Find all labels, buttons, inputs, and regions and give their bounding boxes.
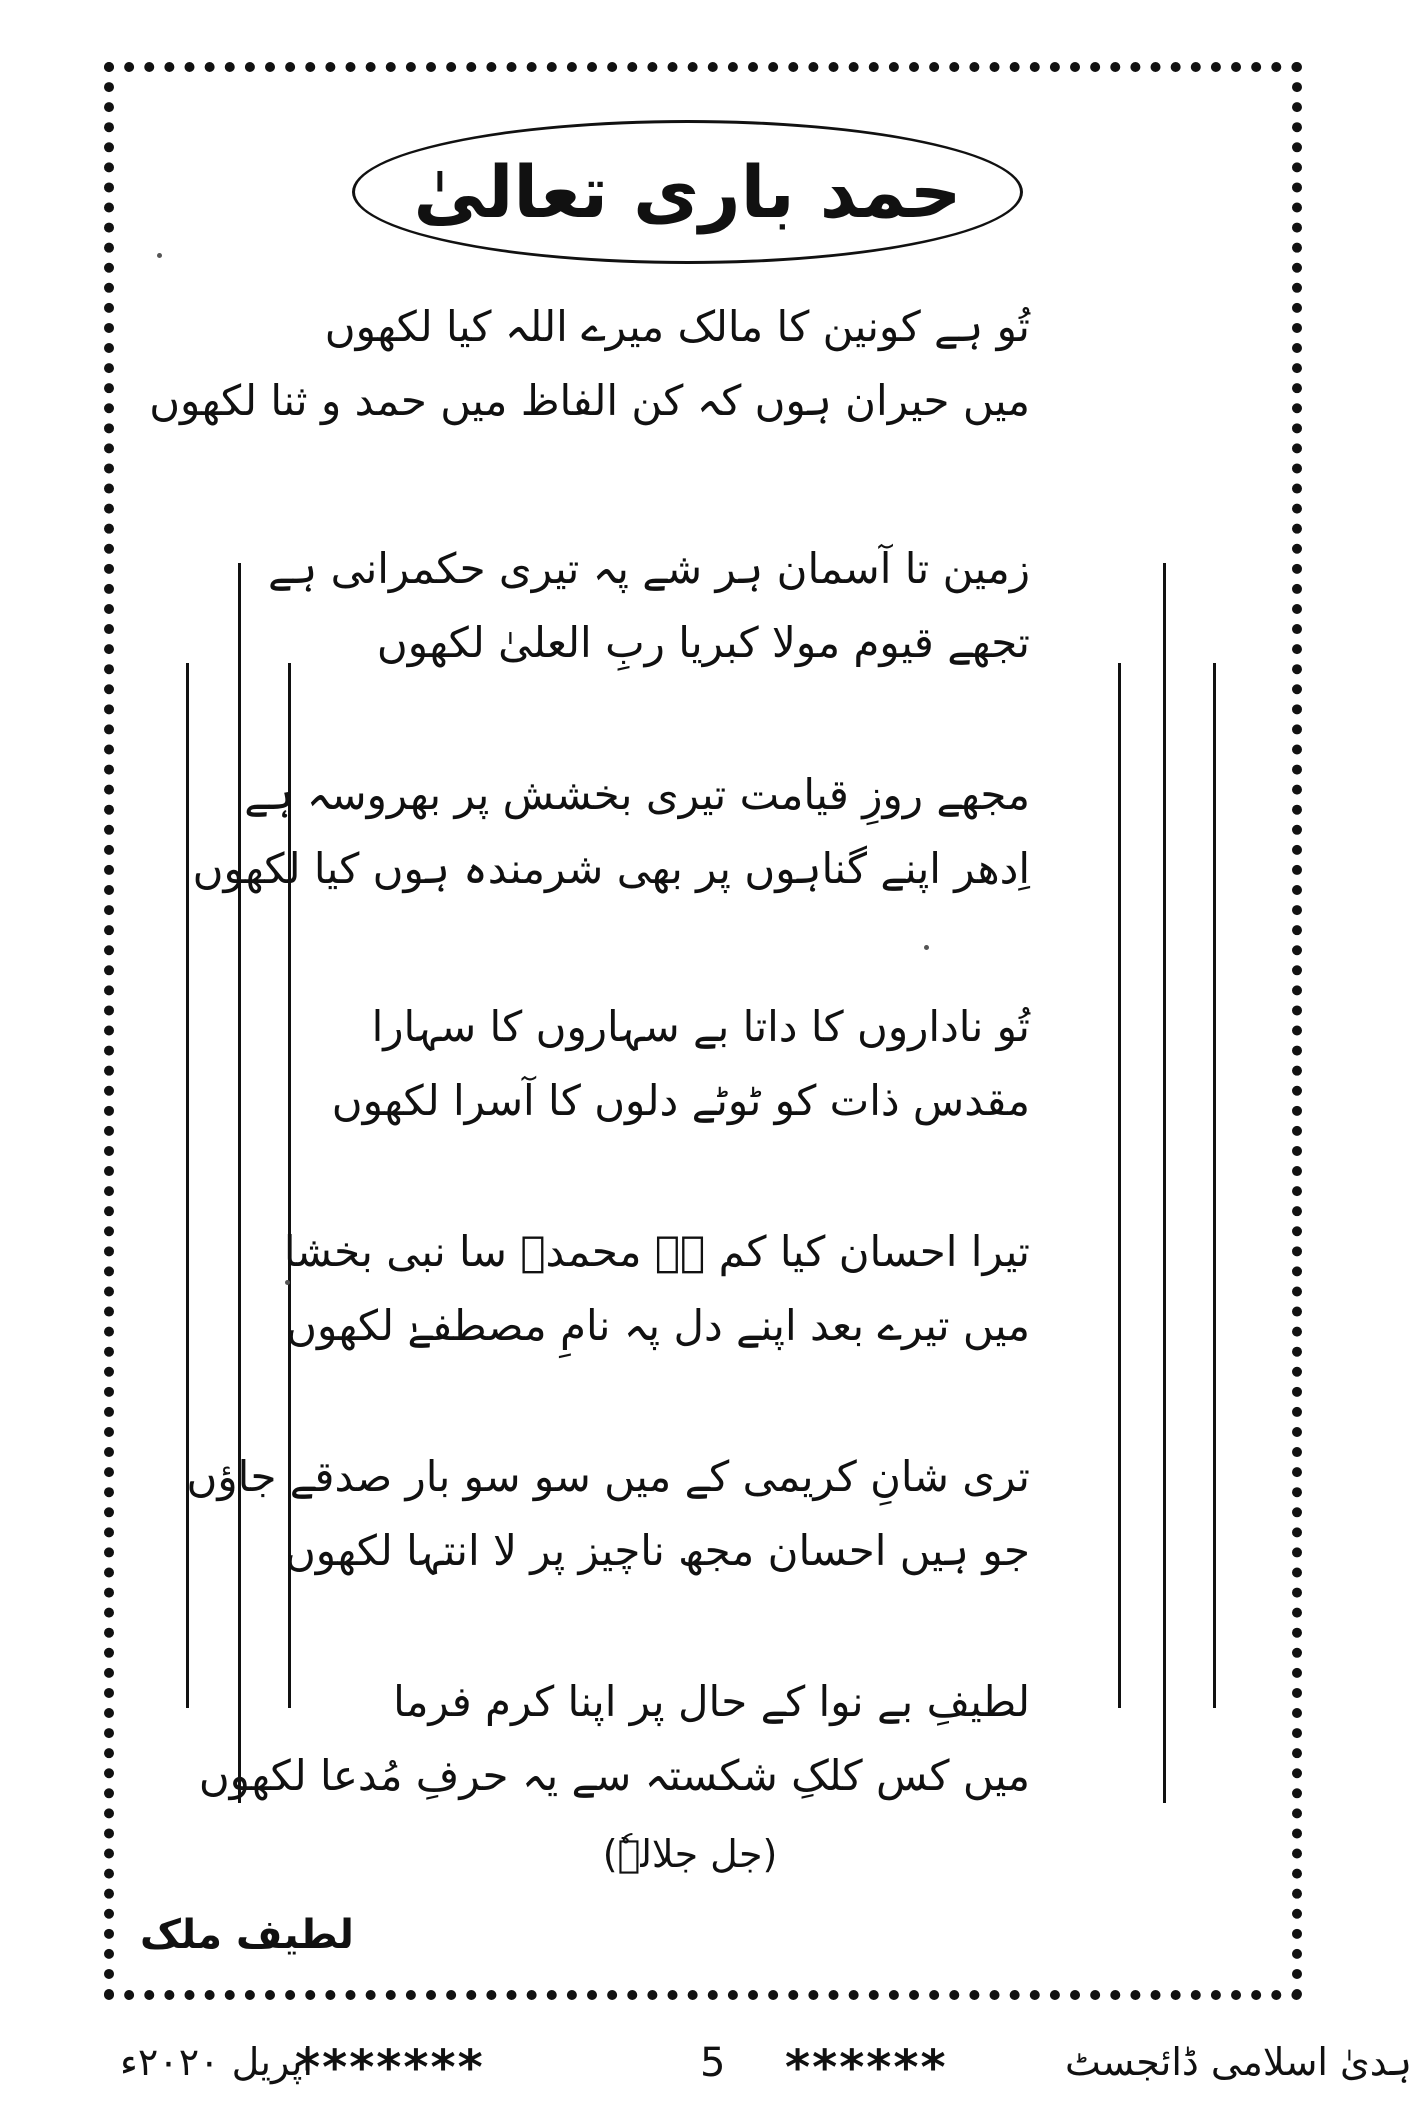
verse-line: مجھے روزِ قیامت تیری بخشش پر بھروسہ ہے xyxy=(244,770,1030,819)
verse-line: اِدھر اپنے گناہوں پر بھی شرمندہ ہوں کیا لکھوں xyxy=(192,844,1030,893)
verse-line: مقدس ذات کو ٹوٹے دلوں کا آسرا لکھوں xyxy=(331,1076,1030,1125)
stanza xyxy=(198,1665,1030,1813)
verse-line: جو ہیں احسان مجھ ناچیز پر لا انتہا لکھوں xyxy=(284,1526,1030,1575)
page-footer xyxy=(0,2040,1412,2100)
stanza xyxy=(283,1215,1030,1363)
page-title: حمد باری تعالیٰ xyxy=(413,150,962,234)
verse-line: تُو ہے کونین کا مالک میرے اللہ کیا لکھوں xyxy=(324,302,1030,351)
decorative-line xyxy=(186,663,189,1708)
issue-date: اپریل ۲۰۲۰ء xyxy=(120,2040,314,2084)
closing-phrase: (جل جلالہٗ) xyxy=(602,1832,778,1876)
verse-line: میں تیرے بعد اپنے دل پہ نامِ مصطفےٰ لکھوں xyxy=(286,1301,1030,1350)
decorative-line xyxy=(1118,663,1121,1708)
stanza xyxy=(149,290,1030,438)
stanza xyxy=(186,1440,1030,1588)
verse-line: زمین تا آسمان ہر شے پہ تیری حکمرانی ہے xyxy=(268,544,1030,593)
verse-line: تری شانِ کریمی کے میں سو سو بار صدقے جاؤں xyxy=(186,1452,1030,1501)
scan-speck xyxy=(924,945,929,950)
magazine-name: ہدیٰ اسلامی ڈائجسٹ xyxy=(1065,2040,1412,2084)
title-oval xyxy=(352,120,1023,264)
verse-line: میں حیران ہوں کہ کن الفاظ میں حمد و ثنا لکھوں xyxy=(149,376,1030,425)
author-name: لطیف ملک xyxy=(140,1912,354,1958)
decorative-line xyxy=(1213,663,1216,1708)
verse-line: تیرا احسان کیا کم ہے محمدؐ سا نبی بخشا xyxy=(283,1227,1030,1276)
verse-line: لطیفِ بے نوا کے حال پر اپنا کرم فرما xyxy=(393,1677,1030,1726)
footer-stars-left: ******* xyxy=(295,2040,485,2096)
verse-line: تجھے قیوم مولا کبریا ربِ العلیٰ لکھوں xyxy=(376,618,1030,667)
footer-stars-right: ****** xyxy=(785,2040,948,2096)
stanza xyxy=(192,758,1030,906)
stanza xyxy=(268,532,1030,680)
verse-line: تُو ناداروں کا داتا بے سہاروں کا سہارا xyxy=(371,1002,1030,1051)
decorative-line xyxy=(1163,563,1166,1803)
verse-line: میں کس کلکِ شکستہ سے یہ حرفِ مُدعا لکھوں xyxy=(198,1751,1030,1800)
scan-speck xyxy=(157,253,162,258)
decorative-line xyxy=(238,563,241,1803)
page-number: 5 xyxy=(700,2040,726,2086)
stanza xyxy=(331,990,1030,1138)
